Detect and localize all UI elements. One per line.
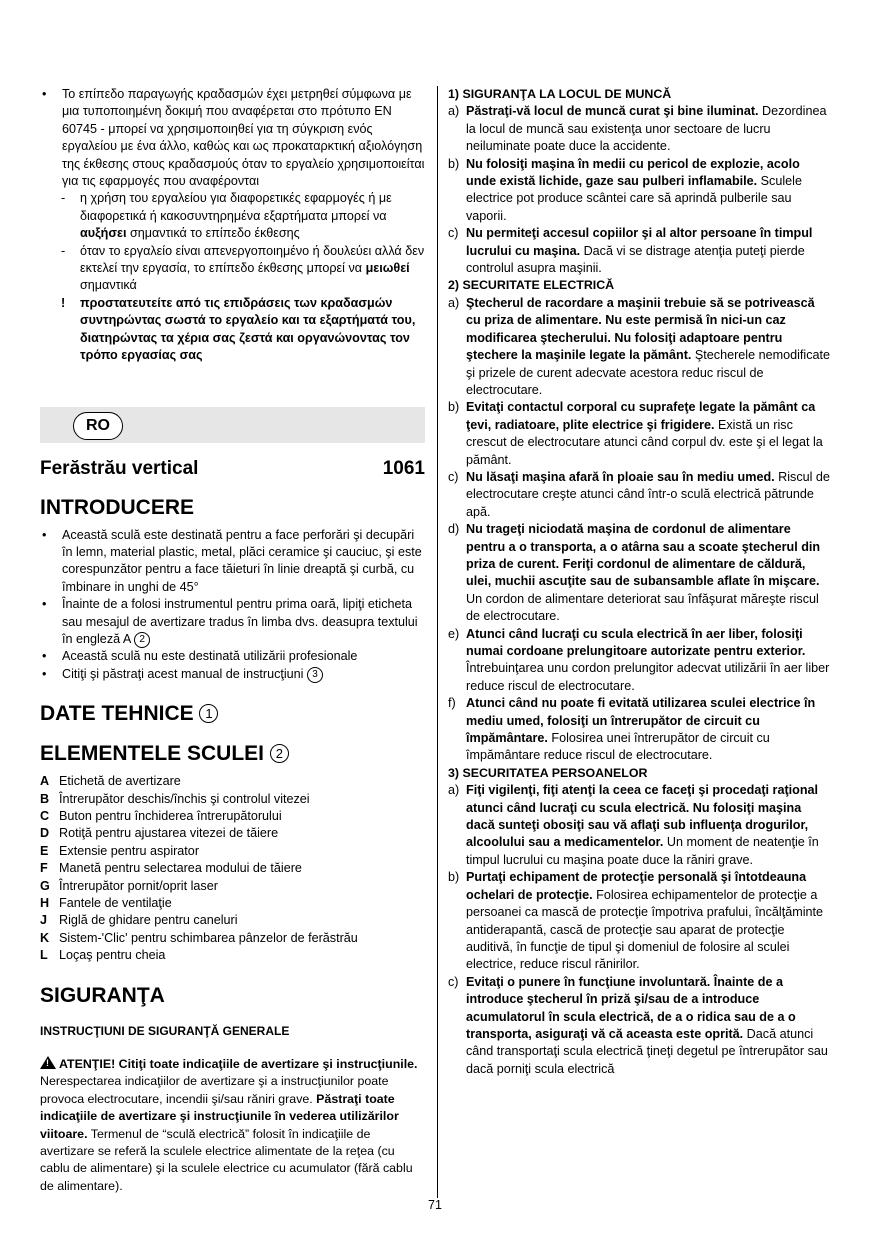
element-text: Buton pentru închiderea întrerupătorului [59,808,282,823]
element-text: Loçaş pentru cheia [59,948,166,963]
element-text: Manetă pentru selectarea modului de tăiere [59,861,302,876]
safety-item: a) Păstraţi-vă locul de muncă curat şi bine iluminat. Dezordinea la locul de muncă sau existenţa unor sectoare de lucru neiluminate poate duce la accidente. [448,104,827,154]
element-item [40,930,425,947]
element-letter: C [40,808,50,823]
element-text: Fantele de ventilaţie [59,896,172,910]
element-item [40,895,425,912]
section-heading: 1) SIGURANŢA LA LOCUL DE MUNCĂ [448,87,672,101]
element-item [40,860,425,877]
safety-item: c) Nu lăsaţi maşina afară în ploaie sau în mediu umed. Riscul de electrocutare creşte atunci când într-o sculă electrică pătrunde apă. [448,469,830,519]
element-text: Întrerupător deschis/închis şi controlul vitezei [59,791,310,806]
safety-item: b) Nu folosiţi maşina în medii cu pericol de explozie, acolo unde există lichide, gaze sau pulberi inflamabile. Sculele electrice pot produce scântei care să aprindă pulberile sau vaporii. [448,156,802,223]
safety-item: b) Evitaţi contactul corporal cu suprafeţe legate la pământ ca ţevi, radiatoare, plite electrice şi frigidere. Există un risc crescut de electrocutare atunci când corpul dv. este şi el legat la pământ. [448,400,823,467]
greek-warning-note: ! προστατευτείτε από τις επιδράσεις των κραδασμών συντηρώντας σωστά το εργαλείο και τα εξαρτήματά του, διατηρώντας τα χέρια σας ζεστά και οργανώνοντας τον τρόπο εργασίας σας [61,295,416,363]
ref-circle: 2 [134,632,150,648]
section-heading: 3) SECURITATEA PERSOANELOR [448,765,648,780]
product-heading [40,457,425,481]
element-text: Rotiţă pentru ajustarea vitezei de tăiere [59,826,279,841]
column-divider [437,86,438,1198]
right-column [448,86,830,1078]
general-warning: !ATENŢIE! Citiţi toate indicaţiile de avertizare şi instrucţiunile. Nerespectarea indicaţiilor de avertizare şi a instrucţiunilor poate provoca electrocutare, incendii şi/sau răniri grave. Păstraţi toate indicaţiile de avertizare şi instrucţiunile în vederea utilizărilor viitoare. Termenul de “sculă electrică” folosit în indicaţiile de avertizare se referă la sculele electrice alimentate de la reţea (cu cablu de alimentare) şi la sculele electrice cu acumulator (fără cablu de alimentare). [40,1056,425,1195]
element-text: Sistem-'Clic' pentru schimbarea pânzelor de ferăstrău [59,930,358,945]
safety-item: e) Atunci când lucraţi cu scula electrică în aer liber, folosiţi numai cordoane prelungitoare autorizate pentru exterior. Întrebuinţarea unu cordon prelungitor adecvat utilizării în aer liber reduce riscul de electrocutare. [448,626,830,693]
safety-item: c) Evitaţi o punere în funcţiune involuntară. Înainte de a introduce ştecherul în priză şi/sau de a introduce acumulatorul în scula electrică, de a o ridica sau de a o transporta, asiguraţi vă că aceasta este oprită. Dacă atunci când transportaţi scula electrică ţineţi degetul pe întrerupător sau dacă porniţi scula electrică [448,974,828,1076]
elements-list [40,773,425,964]
element-item [40,947,425,964]
element-letter: D [40,826,50,841]
element-letter: B [40,791,50,806]
language-band [40,407,425,443]
intro-bullet: • Înainte de a folosi instrumentul pentru prima oară, lipiţi eticheta sau mesajul de avertizare tradus în limba dvs. deasupra textului în engleză A 2 [40,596,425,648]
element-item [40,825,425,842]
intro-bullet: • Această sculă este destinată pentru a face perforări şi decupări în lemn, material plastic, metal, plăci ceramice şi cauciuc, şi este corespunzător pentru a face tăieturi în linie dreaptă şi curbă, cu îmbinare in unghi de 45° [40,527,425,597]
element-text: Extensie pentru aspirator [59,843,200,858]
section-heading: 2) SECURITATE ELECTRICĂ [448,278,615,293]
safety-item: a) Fiţi vigilenţi, fiţi atenţi la ceea ce faceţi şi procedaţi raţional atunci când lucraţi cu scula electrică. Nu folosiţi maşina dacă sunteţi obosiţi sau vă aflaţi sub influenţa drogurilor, alcoolului sau a medicamentelor. Un moment de neatenţie în timpul lucrului cu maşina poate duce la răniri grave. [448,783,819,867]
ref-circle: 1 [199,704,218,723]
element-letter: F [40,861,48,876]
element-text: Etichetă de avertizare [59,774,181,789]
element-text: Întrerupător pornit/oprit laser [59,878,218,893]
intro-bullet: • Această sculă nu este destinată utilizării profesionale [40,648,425,665]
element-letter: J [40,913,48,928]
element-text: Riglă de ghidare pentru caneluri [59,913,238,928]
safety-item: b) Purtaţi echipament de protecţie personală şi întotdeauna ochelari de protecţie. Folosirea echipamentelor de protecţie a persoanei ca mască de protecţie împotriva prafului, încălţăminte antiderapantă, cască de protecţie sau aparat de protecţie auditivă, în funcţie de tipul şi domeniul de folosire al sculei electrice, reduce riscul rănirilor. [448,870,824,972]
ref-circle: 2 [270,744,289,763]
safety-subtitle: INSTRUCŢIUNI DE SIGURANŢĂ GENERALE [40,1023,290,1038]
language-badge: RO [73,412,123,440]
element-letter: E [40,843,49,858]
element-letter: L [40,948,48,963]
elements-title: ELEMENTELE SCULEI 2 [40,741,425,767]
greek-dash-item: - όταν το εργαλείο είναι απενεργοποιημένο ή δουλεύει αλλά δεν εκτελεί την εργασία, το επίπεδο έκθεσης μπορεί να μειωθεί σημαντικά [40,243,425,295]
tech-data-title: DATE TEHNICE 1 [40,701,425,727]
safety-item: c) Nu permiteţi accesul copiilor şi al altor persoane în timpul lucrului cu maşina. Dacă vi se distrage atenţia puteţi pierde controlul asupra maşinii. [448,226,813,276]
safety-item: d) Nu trageţi niciodată maşina de cordonul de alimentare pentru a o transporta, a o atârna sau a scoate ştecherul din priza de curent. Feriţi cordonul de alimentare de căldură, ulei, muchii ascuţite sau de subansamble aflate în mişcare. Un cordon de alimentare deteriorat sau înfăşurat măreşte riscul de electrocutare. [448,522,821,624]
element-item [40,878,425,895]
element-item [40,791,425,808]
element-item [40,912,425,929]
warning-triangle-icon [40,1056,56,1069]
element-letter: K [40,930,50,945]
greek-vibration-bullet: • Το επίπεδο παραγωγής κραδασμών έχει μετρηθεί σύμφωνα με μια τυποποιημένη δοκιμή που αναφέρεται στο πρότυπο EN 60745 - μπορεί να χρησιμοποιηθεί για τη σύγκριση ενός εργαλείου με ένα άλλο, καθώς και ως προκαταρκτική αξιολόγηση της έκθεσης στους κραδασμούς όταν το εργαλείο χρησιμοποιείται για τις εφαρμογές που αναφέρονται [40,86,425,190]
element-letter: H [40,896,50,910]
product-model: 1061 [382,457,425,479]
ref-circle: 3 [307,667,323,683]
greek-dash-item: - η χρήση του εργαλείου για διαφορετικές εφαρμογές ή με διαφορετικά ή κακοσυντηρημένα εξαρτήματα μπορεί να αυξήσει σημαντικά το επίπεδο έκθεσης [40,190,425,242]
element-item [40,808,425,825]
element-letter: A [40,774,50,789]
element-item [40,773,425,790]
intro-title: INTRODUCERE [40,495,195,519]
safety-item: a) Ştecherul de racordare a maşinii trebuie să se potrivească cu priza de alimentare. Nu este permisă în nici-un caz modificarea ştecherului. Nu folosiţi adaptoare pentru ştechere la maşinile legate la pământ. Ştecherele nemodificate şi prizele de curent adecvate acestora reduc riscul de electrocutare. [448,295,831,397]
left-column [40,86,425,1195]
safety-title: SIGURANŢA [40,983,165,1007]
element-letter: G [40,878,50,893]
product-name: Ferăstrău vertical [40,457,199,479]
page-number: 71 [428,1198,442,1212]
intro-bullet: • Citiţi şi păstraţi acest manual de instrucţiuni 3 [40,666,425,683]
safety-item: f) Atunci când nu poate fi evitată utilizarea sculei electrice în mediu umed, folosiţi un întrerupător de circuit cu împământare. Folosirea unei întrerupător de circuit cu împământare reduce riscul de electrocutare. [448,696,816,763]
element-item [40,843,425,860]
